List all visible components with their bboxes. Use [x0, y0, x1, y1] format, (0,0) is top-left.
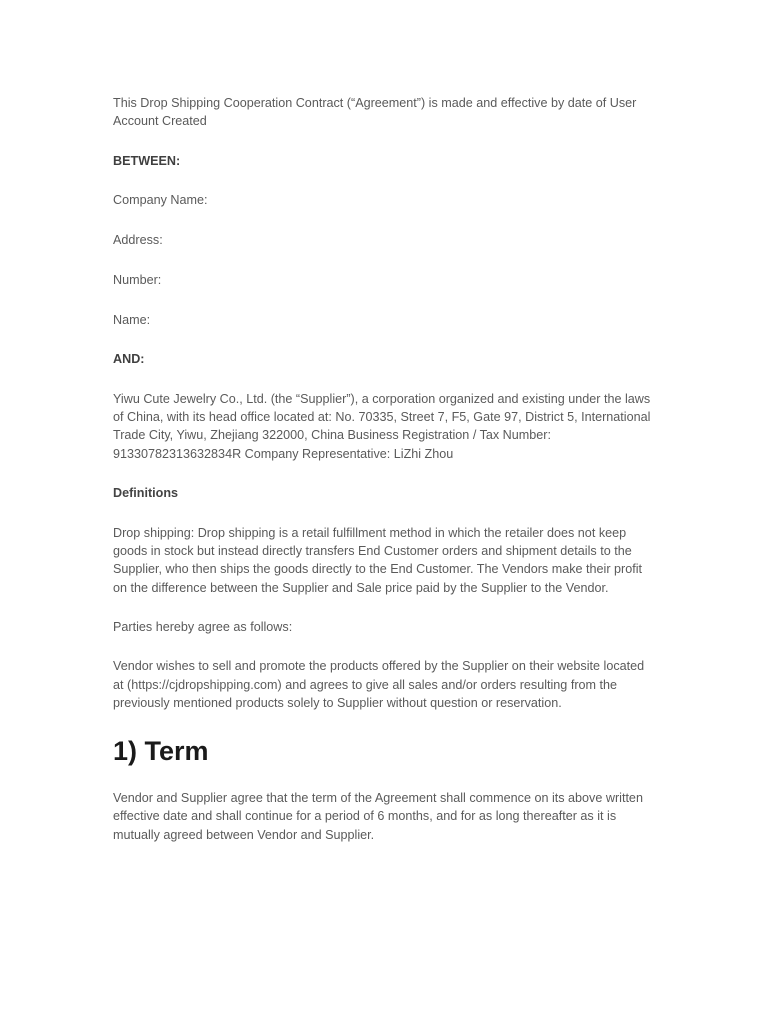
number-field: Number: — [113, 272, 162, 287]
section-term-heading: 1) Term — [113, 736, 209, 767]
definitions-heading: Definitions — [113, 485, 179, 500]
and-heading: AND: — [113, 352, 145, 367]
intro-paragraph: This Drop Shipping Cooperation Contract (“Agreement”) is made and effective by date of User Account Created — [113, 96, 637, 129]
definition-paragraph: Drop shipping: Drop shipping is a retail fulfillment method in which the retailer does not keep goods in stock but instead directly transfers End Customer orders and shipment details to the Supplier, who then ships the goods directly to the End Customer. The Vendors make their profit on the difference between the Supplier and Sale price paid by the Supplier to the Vendor. — [113, 525, 643, 595]
term-paragraph: Vendor and Supplier agree that the term of the Agreement shall commence on its above written effective date and shall continue for a period of 6 months, and for as long thereafter as it is mutually agreed between Vendor and Supplier. — [113, 791, 643, 842]
agreement-intro: Parties hereby agree as follows: — [113, 619, 293, 634]
company-name-field: Company Name: — [113, 192, 208, 207]
supplier-paragraph: Yiwu Cute Jewelry Co., Ltd. (the “Supplier”), a corporation organized and existing under the laws of China, with its head office located at: No. 70335, Street 7, F5, Gate 97, District 5, International Trade City, Yiwu, Zhejiang 322000, China Business Registration / Tax Number: 91330782313632834R Company Representative: LiZhi Zhou — [113, 391, 651, 461]
vendor-paragraph: Vendor wishes to sell and promote the products offered by the Supplier on their website located at (https://cjdropshipping.com) and agrees to give all sales and/or orders resulting from the previously mentioned products solely to Supplier without question or reservation. — [113, 659, 645, 710]
between-heading: BETWEEN: — [113, 153, 181, 168]
address-field: Address: — [113, 232, 163, 247]
contract-document — [113, 94, 658, 865]
name-field: Name: — [113, 312, 151, 327]
